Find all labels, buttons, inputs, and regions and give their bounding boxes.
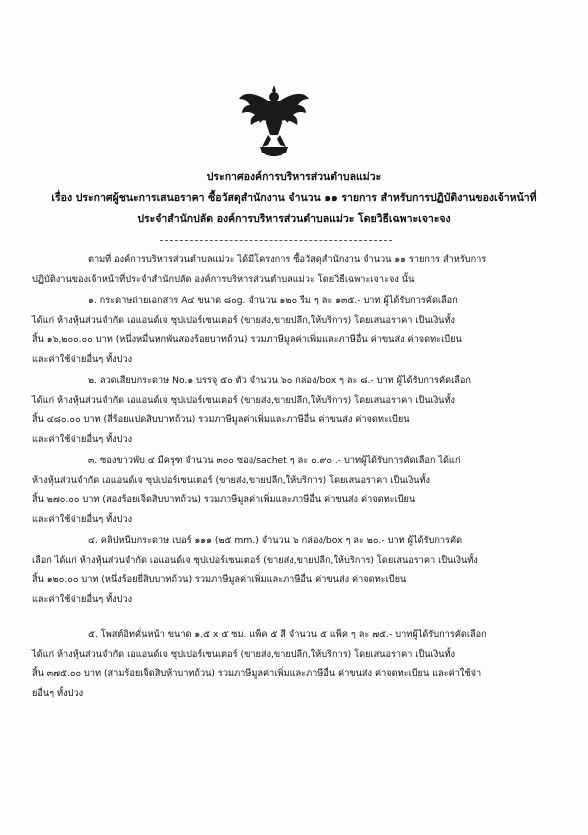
item-line: และค่าใช้จ่ายอื่นๆ ทั้งปวง <box>32 353 133 365</box>
intro-line: ตามที่ องค์การบริหารส่วนตำบลแม่วะ ได้มีโครงการ ซื้อวัสดุสำนักงาน จำนวน ๑๑ รายการ สำหรับการ <box>88 254 487 265</box>
list-item-5 <box>32 625 548 703</box>
item-line: เลือก ได้แก่ ห้างหุ้นส่วนจำกัด เอแอนด์เจ ซุปเปอร์เซนเตอร์ (ขายส่ง,ขายปลีก,ให้บริการ) โดยเสนอราคา เป็นเงินทั้ง <box>32 554 478 566</box>
list-item-3 <box>32 451 548 529</box>
item-line: ๑. กระดาษถ่ายเอกสาร A๔ ขนาด ๘๐g. จำนวน ๑๒๐ รีม ๆ ละ ๑๓๕.- บาท ผู้ได้รับการคัดเลือก <box>88 295 458 306</box>
list-item-1 <box>32 291 548 369</box>
item-line: สิ้น ๑๒๐.๐๐ บาท (หนึ่งร้อยยี่สิบบาทถ้วน) รวมภาษีมูลค่าเพิ่มและภาษีอื่น ค่าขนส่ง ค่าจดทะเบียน <box>32 574 407 585</box>
intro-line: ปฏิบัติงานของเจ้าหน้าที่ประจำสำนักปลัด องค์การบริหารส่วนตำบลแม่วะ โดยวิธีเฉพาะเจาะจง นั้น <box>32 273 415 285</box>
item-line: สิ้น ๔๘๐.๐๐ บาท (สี่ร้อยแปดสิบบาทถ้วน) รวมภาษีมูลค่าเพิ่มและภาษีอื่น ค่าขนส่ง ค่าจดทะเบียน <box>32 414 410 425</box>
list-item-2 <box>32 371 548 449</box>
header-subject: เรื่อง ประกาศผู้ชนะการเสนอราคา ซื้อวัสดุสำนักงาน จำนวน ๑๑ รายการ สำหรับการปฏิบัติงานของเจ้าหน้าที่ <box>51 192 537 204</box>
item-line: และค่าใช้จ่ายอื่นๆ ทั้งปวง <box>32 513 133 525</box>
header-title: ประกาศองค์การบริหารส่วนตำบลแม่วะ <box>206 171 382 183</box>
intro-paragraph <box>32 250 548 289</box>
item-line: ๓. ซองขาวพับ ๔ มีครุฑ จำนวน ๓๐๐ ซอง/sachet ๆ ละ ๐.๙๐ .- บาทผู้ได้รับการคัดเลือก ได้แก่ <box>88 455 461 466</box>
item-line: ห้างหุ้นส่วนจำกัด เอแอนด์เจ ซุปเปอร์เซนเตอร์ (ขายส่ง,ขายปลีก,ให้บริการ) โดยเสนอราคา เป็นเงินทั้ง <box>32 474 431 486</box>
garuda-emblem-icon <box>238 83 310 157</box>
item-line: ๕. โพสต์อิทคั่นหน้า ขนาด ๑.๕ x ๕ ซม. แพ็ค ๕ สี จำนวน ๕ แพ็ค ๆ ละ ๗๕.- บาทผู้ได้รับการคัดเลือก <box>88 629 487 640</box>
item-line: ได้แก่ ห้างหุ้นส่วนจำกัด เอแอนด์เจ ซุปเปอร์เซนเตอร์ (ขายส่ง,ขายปลีก,ให้บริการ) โดยเสนอราคา เป็นเงินทั้ง <box>32 314 455 326</box>
item-line: สิ้น ๓๗๕.๐๐ บาท (สามร้อยเจ็ดสิบห้าบาทถ้วน) รวมภาษีมูลค่าเพิ่มและภาษีอื่น ค่าขนส่ง ค่าจดทะเบียน และค่าใช้จ่า <box>32 668 482 679</box>
item-line: สิ้น ๑๖,๒๐๐.๐๐ บาท (หนึ่งหมื่นหกพันสองร้อยบาทถ้วน) รวมภาษีมูลค่าเพิ่มและภาษีอื่น ค่าขนส่ง ค่าจดทะเบียน <box>32 334 462 345</box>
item-line: ๒. ลวดเสียบกระดาษ No.๑ บรรจุ ๕๐ ตัว จำนวน ๖๐ กล่อง/box ๆ ละ ๘.- บาท ผู้ได้รับการคัดเลือก <box>88 375 471 386</box>
header-subject-cont: ประจำสำนักปลัด องค์การบริหารส่วนตำบลแม่วะ โดยวิธีเฉพาะเจาะจง <box>137 213 451 225</box>
announcement-header <box>40 167 548 230</box>
item-line: ยอื่นๆ ทั้งปวง <box>32 687 84 699</box>
item-line: และค่าใช้จ่ายอื่นๆ ทั้งปวง <box>32 433 133 445</box>
item-line: และค่าใช้จ่ายอื่นๆ ทั้งปวง <box>32 593 133 605</box>
list-item-4 <box>32 531 548 609</box>
announcement-body <box>32 250 548 703</box>
header-divider <box>160 240 392 241</box>
item-line: ๔. คลิปหนีบกระดาษ เบอร์ ๑๑๑ (๒๕ mm.) จำนวน ๖ กล่อง/box ๆ ละ ๒๐.- บาท ผู้ได้รับการคัด <box>88 535 463 546</box>
item-line: สิ้น ๒๗๐.๐๐ บาท (สองร้อยเจ็ดสิบบาทถ้วน) รวมภาษีมูลค่าเพิ่มและภาษีอื่น ค่าขนส่ง ค่าจดทะเบียน <box>32 494 416 505</box>
item-line: ได้แก่ ห้างหุ้นส่วนจำกัด เอแอนด์เจ ซุปเปอร์เซนเตอร์ (ขายส่ง,ขายปลีก,ให้บริการ) โดยเสนอราคา เป็นเงินทั้ง <box>32 394 455 406</box>
item-line: ได้แก่ ห้างหุ้นส่วนจำกัด เอแอนด์เจ ซุปเปอร์เซนเตอร์ (ขายส่ง,ขายปลีก,ให้บริการ) โดยเสนอราคา เป็นเงินทั้ง <box>32 648 455 660</box>
